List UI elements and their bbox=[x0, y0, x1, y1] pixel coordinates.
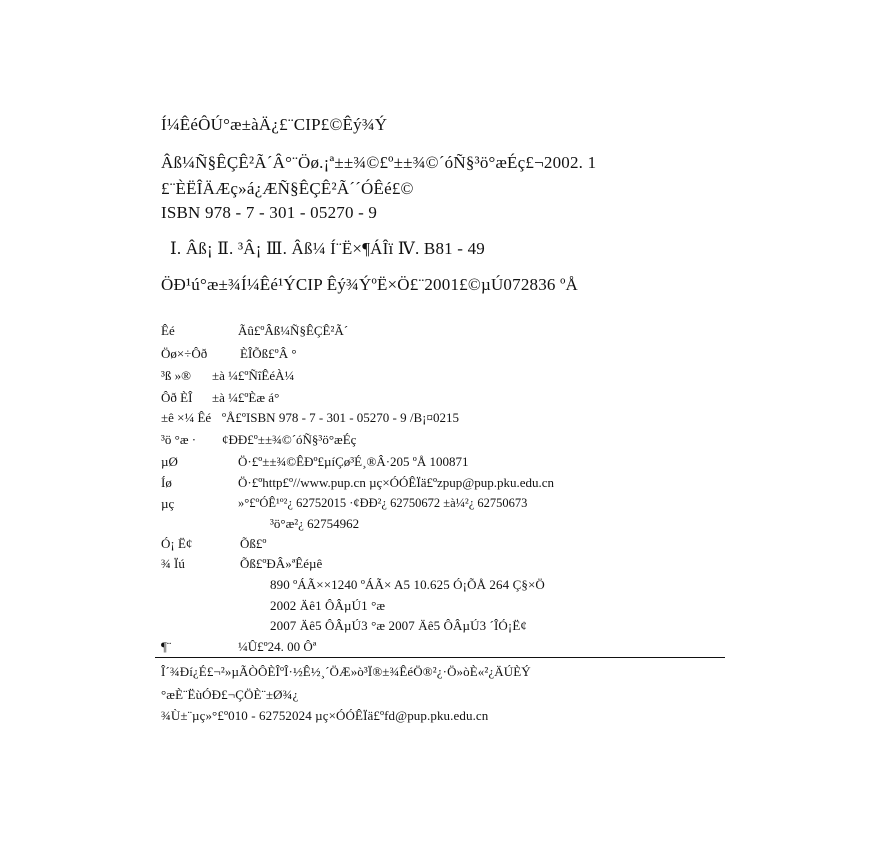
colophon-value: Ö·£º±±¾©ÊÐº£µíÇø³É¸®Â·205 ºÅ 100871 bbox=[238, 454, 469, 469]
footer-rights: °æÈ¨ËùÓÐ£¬ÇÖÈ¨±Ø¾¿ bbox=[161, 687, 299, 702]
spec-format: 890 ºÁÃ××1240 ºÁÃ× A5 10.625 Ó¡ÕÅ 264 Ç§×Ö bbox=[270, 577, 545, 592]
cip-header-title: Í¼ÊéÔÚ°æ±àÄ¿£¨CIP£©Êý¾Ý bbox=[161, 115, 388, 134]
colophon-label: Ó¡ Ë¢ bbox=[161, 536, 193, 551]
colophon-label: ±ê ×¼ Êé bbox=[161, 410, 212, 425]
colophon-label: ³ß »® bbox=[161, 368, 192, 383]
cip-subject-headings: Ⅰ. Âß¡ Ⅱ. ³Â¡ Ⅲ. Âß¼ Í¨Ë×¶ÁÎï Ⅳ. B81 - 49 bbox=[170, 239, 486, 258]
price-label: ¶¨ bbox=[161, 639, 172, 654]
spec-current-edition: 2007 Äê5 ÔÂµÚ3 °æ 2007 Äê5 ÔÂµÚ3 ´ÎÓ¡Ë¢ bbox=[270, 618, 527, 633]
cip-description-line-1: Âß¼Ñ§ÊÇÊ²Ã´Â°¨Öø.¡ª±±¾©£º±±¾©´óÑ§³ö°æÉç£¬2002. 1 bbox=[161, 153, 597, 172]
colophon-value: ±à ¼£ºÑîÊéÀ¼ bbox=[212, 368, 295, 383]
colophon-label: Ôð ÈÎ bbox=[161, 390, 193, 405]
colophon-label: ¾ Ïú bbox=[161, 556, 185, 571]
footer-divider bbox=[155, 657, 725, 658]
colophon-value: Õß£ºÐÂ»ªÊéµê bbox=[240, 556, 323, 571]
colophon-value: Ö·£ºhttp£º//www.pup.cn µç×ÓÓÊÏä£ºzpup@pup.pku.edu.cn bbox=[238, 475, 555, 490]
footer-report-contact: ¾Ù±¨µç»°£º010 - 62752024 µç×ÓÓÊÏä£ºfd@pup.pku.edu.cn bbox=[161, 708, 489, 723]
footer-notice: Î´¾Ðí¿É£¬²»µÃÒÔÈÎºÎ·½Ê½¸´ÖÆ»ò³Ï®±¾ÊéÖ®²¿·Ö»òÈ«²¿ÄÚÈÝ bbox=[161, 664, 531, 679]
cip-description-line-2: £¨ÈËÎÄÆç»á¿ÆÑ§ÊÇÊ²Ã´´ÓÊé£© bbox=[161, 179, 414, 198]
colophon-label: ³ö °æ · bbox=[161, 432, 197, 447]
colophon-value: ÈÎÕß£ºÂ ° bbox=[240, 346, 297, 361]
colophon-value: Ãû£ºÂß¼Ñ§ÊÇÊ²Ã´ bbox=[238, 323, 349, 338]
colophon-label: Öø×÷Ôð bbox=[161, 346, 208, 361]
colophon-label: Íø bbox=[161, 475, 172, 490]
colophon-value: »°£ºÓÊ¹º²¿ 62752015 ·¢ÐÐ²¿ 62750672 ±à¼²¿ 62750673 bbox=[238, 496, 528, 510]
price-value: ¼Û£º24. 00 Ôª bbox=[238, 639, 317, 654]
colophon-value: ³ö°æ²¿ 62754962 bbox=[270, 516, 360, 531]
colophon-label: µç bbox=[161, 496, 175, 511]
spec-first-edition: 2002 Äê1 ÔÂµÚ1 °æ bbox=[270, 598, 386, 613]
colophon-value: Õß£º bbox=[240, 536, 267, 551]
cip-isbn: ISBN 978 - 7 - 301 - 05270 - 9 bbox=[161, 203, 378, 222]
colophon-value: ±à ¼£ºÈæ á° bbox=[212, 390, 280, 405]
colophon-value: ¢ÐÐ£º±±¾©´óÑ§³ö°æÉç bbox=[222, 432, 357, 447]
colophon-value: ºÅ£ºISBN 978 - 7 - 301 - 05270 - 9 /B¡¤0215 bbox=[222, 410, 459, 425]
cip-cn-number: ÖÐ¹ú°æ±¾Í¼Êé¹ÝCIP Êý¾ÝºË×Ö£¨2001£©µÚ072836 ºÅ bbox=[161, 275, 579, 294]
colophon-label: µØ bbox=[161, 454, 178, 469]
colophon-label: Êé bbox=[161, 323, 175, 338]
